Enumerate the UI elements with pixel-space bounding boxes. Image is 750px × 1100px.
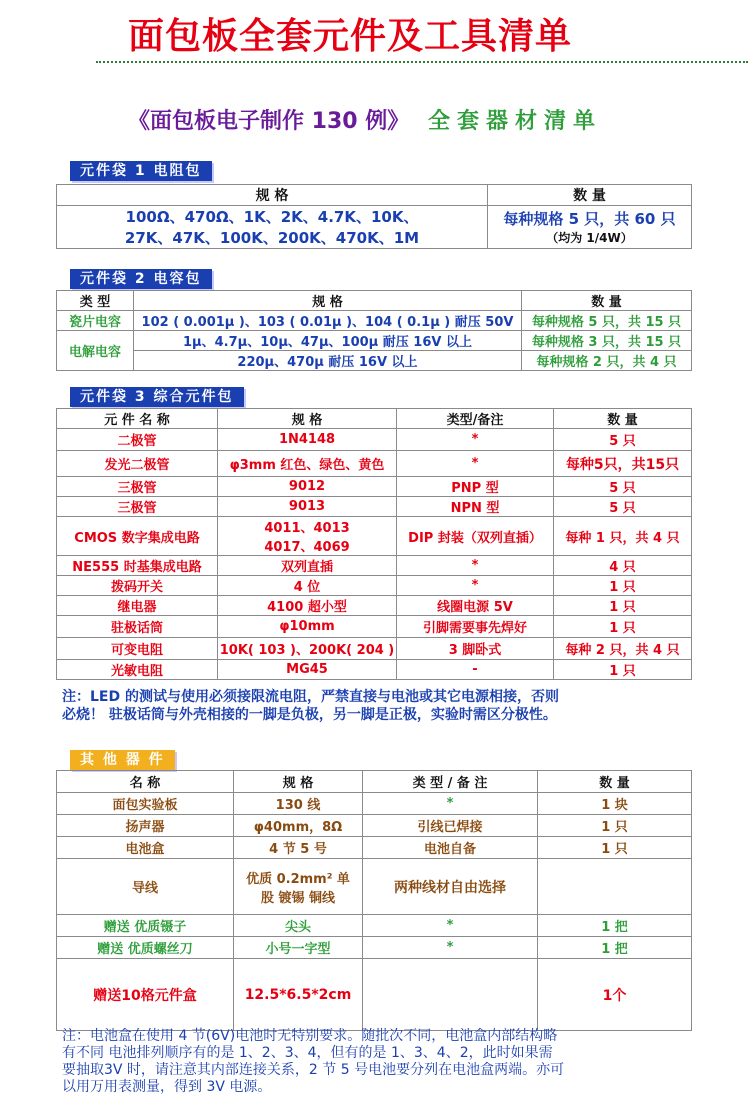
resistor-qty: 每种规格 5 只，共 60 只 <box>503 210 676 228</box>
item-spec: 130 线 <box>234 793 363 815</box>
resistor-spec-cell <box>57 206 488 249</box>
item-qty <box>538 859 692 915</box>
item-qty: 1 块 <box>538 793 692 815</box>
capacitor-table <box>56 290 692 371</box>
component-spec: 双列直插 <box>218 556 397 576</box>
component-name: 发光二极管 <box>57 451 218 477</box>
table-header: 数 量 <box>554 409 692 429</box>
table-header: 规 格 <box>234 771 363 793</box>
component-spec: 9013 <box>218 497 397 517</box>
component-note: DIP 封装（双列直插） <box>397 517 554 556</box>
component-qty: 1 只 <box>554 576 692 596</box>
item-spec: 尖头 <box>234 915 363 937</box>
item-name: 赠送 优质螺丝刀 <box>57 937 234 959</box>
note-line: 注：LED 的测试与使用必须接限流电阻，严禁直接与电池或其它电源相接，否则 <box>62 689 559 705</box>
component-spec: φ10mm <box>218 616 397 638</box>
component-name: 二极管 <box>57 429 218 451</box>
item-qty: 1个 <box>538 959 692 1031</box>
component-spec: 1N4148 <box>218 429 397 451</box>
component-note: 3 脚卧式 <box>397 638 554 660</box>
resistor-table <box>56 184 692 249</box>
item-name: 赠送 优质镊子 <box>57 915 234 937</box>
component-note: NPN 型 <box>397 497 554 517</box>
component-note: * <box>397 451 554 477</box>
led-note <box>62 688 692 724</box>
item-qty: 1 把 <box>538 915 692 937</box>
item-spec: 小号一字型 <box>234 937 363 959</box>
component-name: 拨码开关 <box>57 576 218 596</box>
item-qty: 1 只 <box>538 837 692 859</box>
item-note: 两种线材自由选择 <box>363 859 538 915</box>
capacitor-spec: 220μ、470μ 耐压 16V 以上 <box>134 351 522 371</box>
item-name: 扬声器 <box>57 815 234 837</box>
bag1-label: 元件袋 1 电阻包 <box>70 161 212 181</box>
bag2-label: 元件袋 2 电容包 <box>70 269 212 289</box>
component-note: * <box>397 576 554 596</box>
page-title: 面包板全套元件及工具清单 <box>127 16 572 57</box>
item-note: * <box>363 915 538 937</box>
book-title: 《面包板电子制作 130 例》 <box>128 109 410 134</box>
component-note: * <box>397 429 554 451</box>
note-line: 必烧！ 驻极话筒与外壳相接的一脚是负极，另一脚是正极，实验时需区分极性。 <box>62 707 557 723</box>
component-qty: 1 只 <box>554 660 692 680</box>
item-name: 赠送10格元件盒 <box>57 959 234 1031</box>
item-note: * <box>363 793 538 815</box>
note-line: 要抽取3V 时，请注意其内部连接关系，2 节 5 号电池要分列在电池盒两端。亦可 <box>62 1062 565 1078</box>
component-spec: 10K( 103 )、200K( 204 ) <box>218 638 397 660</box>
bag3-label: 元件袋 3 综合元件包 <box>70 387 244 407</box>
table-header: 类 型 / 备 注 <box>363 771 538 793</box>
item-qty: 1 把 <box>538 937 692 959</box>
component-name: 驻极话筒 <box>57 616 218 638</box>
component-note: - <box>397 660 554 680</box>
component-name: NE555 时基集成电路 <box>57 556 218 576</box>
component-qty: 5 只 <box>554 497 692 517</box>
component-name: 三极管 <box>57 477 218 497</box>
component-table <box>56 408 692 680</box>
component-qty: 1 只 <box>554 596 692 616</box>
capacitor-spec: 102 ( 0.001μ )、103 ( 0.01μ )、104 ( 0.1μ ) 耐压 50V <box>134 311 522 331</box>
component-qty: 每种 1 只，共 4 只 <box>554 517 692 556</box>
table-header: 规 格 <box>218 409 397 429</box>
component-spec-line: 4011、4013 <box>264 521 350 536</box>
capacitor-type: 电解电容 <box>57 331 134 371</box>
item-spec: 4 节 5 号 <box>234 837 363 859</box>
table-header: 规 格 <box>134 291 522 311</box>
component-qty: 每种 2 只，共 4 只 <box>554 638 692 660</box>
component-spec: 4100 超小型 <box>218 596 397 616</box>
capacitor-qty: 每种规格 2 只，共 4 只 <box>522 351 692 371</box>
table-header: 元 件 名 称 <box>57 409 218 429</box>
table-header: 名 称 <box>57 771 234 793</box>
component-qty: 5 只 <box>554 477 692 497</box>
note-line: 注：电池盒在使用 4 节(6V)电池时无特别要求。随批次不同，电池盒内部结构略 <box>62 1028 558 1044</box>
item-name: 电池盒 <box>57 837 234 859</box>
table-header: 规 格 <box>57 185 488 206</box>
resistor-spec-line: 27K、47K、100K、200K、470K、1M <box>124 229 420 247</box>
list-subtitle: 全套器材清单 <box>428 109 603 134</box>
item-note <box>363 959 538 1031</box>
component-spec: φ3mm 红色、绿色、黄色 <box>218 451 397 477</box>
item-spec <box>234 859 363 915</box>
table-header: 类型/备注 <box>397 409 554 429</box>
component-note: * <box>397 556 554 576</box>
table-header: 数 量 <box>538 771 692 793</box>
component-spec <box>218 517 397 556</box>
component-qty: 每种5只，共15只 <box>554 451 692 477</box>
note-line: 有不同 电池排列顺序有的是 1、2、3、4，但有的是 1、3、4、2，此时如果需 <box>62 1045 553 1061</box>
component-spec: MG45 <box>218 660 397 680</box>
item-spec: 12.5*6.5*2cm <box>234 959 363 1031</box>
table-header: 类 型 <box>57 291 134 311</box>
component-spec: 4 位 <box>218 576 397 596</box>
component-qty: 4 只 <box>554 556 692 576</box>
component-note: 引脚需要事先焊好 <box>397 616 554 638</box>
component-name: 光敏电阻 <box>57 660 218 680</box>
title-divider <box>96 61 748 63</box>
item-spec-line: 优质 0.2mm² 单 <box>246 871 350 887</box>
capacitor-type: 瓷片电容 <box>57 311 134 331</box>
item-qty: 1 只 <box>538 815 692 837</box>
capacitor-qty: 每种规格 5 只，共 15 只 <box>522 311 692 331</box>
item-spec-line: 股 镀锡 铜线 <box>260 890 336 906</box>
table-header: 数 量 <box>488 185 692 206</box>
component-note: PNP 型 <box>397 477 554 497</box>
item-note: * <box>363 937 538 959</box>
component-name: CMOS 数字集成电路 <box>57 517 218 556</box>
item-note: 引线已焊接 <box>363 815 538 837</box>
other-items-table <box>56 770 692 1031</box>
capacitor-qty: 每种规格 3 只，共 15 只 <box>522 331 692 351</box>
resistor-qty-cell <box>488 206 692 249</box>
item-spec: φ40mm，8Ω <box>234 815 363 837</box>
others-label: 其 他 器 件 <box>70 750 175 770</box>
note-line: 以用万用表测量，得到 3V 电源。 <box>62 1079 272 1095</box>
item-name: 导线 <box>57 859 234 915</box>
item-name: 面包实验板 <box>57 793 234 815</box>
resistor-power-note: （均为 1/4W） <box>546 231 633 245</box>
component-spec: 9012 <box>218 477 397 497</box>
component-name: 三极管 <box>57 497 218 517</box>
component-qty: 5 只 <box>554 429 692 451</box>
item-note: 电池自备 <box>363 837 538 859</box>
component-name: 可变电阻 <box>57 638 218 660</box>
table-header: 数 量 <box>522 291 692 311</box>
capacitor-spec: 1μ、4.7μ、10μ、47μ、100μ 耐压 16V 以上 <box>134 331 522 351</box>
component-spec-line: 4017、4069 <box>264 540 350 555</box>
component-note: 线圈电源 5V <box>397 596 554 616</box>
resistor-spec-line: 100Ω、470Ω、1K、2K、4.7K、10K、 <box>125 208 419 226</box>
battery-note <box>62 1028 692 1096</box>
component-qty: 1 只 <box>554 616 692 638</box>
component-name: 继电器 <box>57 596 218 616</box>
